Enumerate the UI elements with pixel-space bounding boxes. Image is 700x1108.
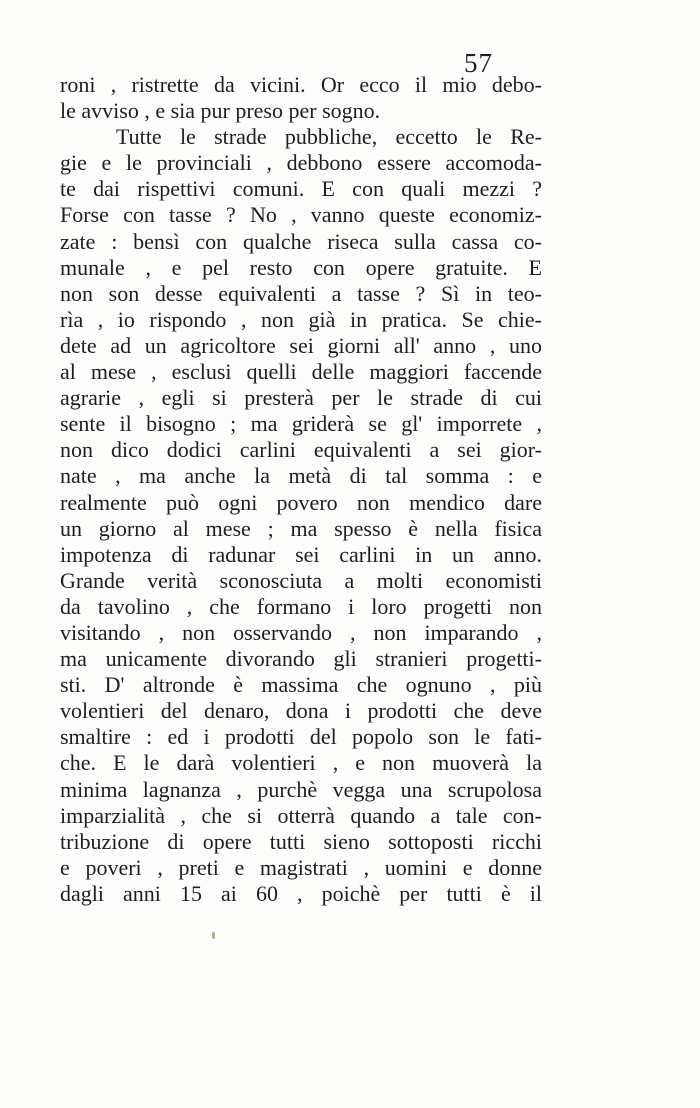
text-line: le avviso , e sia pur preso per sogno. [60, 98, 381, 124]
text-line: agrarie , egli si presterà per le strade di cui [60, 385, 542, 411]
text-line: smaltire : ed i prodotti del popolo son le fati- [60, 724, 542, 750]
text-line: minima lagnanza , purchè vegga una scrupolosa [60, 776, 542, 802]
text-line: nate , ma anche la metà di tal somma : e [60, 463, 542, 489]
text-line: zate : bensì con qualche riseca sulla cassa co- [60, 228, 542, 254]
page-number: 57 [464, 48, 493, 78]
text-line: te dai rispettivi comuni. E con quali mezzi ? [60, 176, 542, 202]
text-line: roni , ristrette da vicini. Or ecco il mio debo- [60, 72, 542, 97]
text-line: Forse con tasse ? No , vanno queste economiz- [60, 202, 542, 228]
text-line: non son desse equivalenti a tasse ? Sì in teo- [60, 280, 542, 306]
text-line: imparzialità , che si otterrà quando a tale con- [60, 802, 542, 828]
text-line: da tavolino , che formano i loro progetti non [60, 593, 542, 619]
text-line: gie e le provinciali , debbono essere accomoda- [60, 150, 542, 176]
text-line: e poveri , preti e magistrati , uomini e donne [60, 854, 542, 880]
text-line: sti. D' altronde è massima che ognuno , più [60, 672, 542, 698]
text-line: volentieri del denaro, dona i prodotti che deve [60, 698, 542, 724]
text-line: Grande verità sconosciuta a molti economisti [60, 567, 542, 593]
text-line: realmente può ogni povero non mendico dare [60, 489, 542, 515]
paragraph-start-line: Tutte le strade pubbliche, eccetto le Re- [116, 124, 542, 150]
text-line: munale , e pel resto con opere gratuite. E [60, 254, 542, 280]
text-line: che. E le darà volentieri , e non muoverà la [60, 750, 542, 776]
text-line: ma unicamente divorando gli stranieri progetti- [60, 646, 542, 672]
text-line: rìa , io rispondo , non già in pratica. Se chie- [60, 306, 542, 332]
paper-speck [212, 932, 215, 939]
text-line: tribuzione di opere tutti sieno sottoposti ricchi [60, 828, 542, 854]
text-line: dagli anni 15 ai 60 , poichè per tutti è il [60, 880, 542, 906]
text-line: al mese , esclusi quelli delle maggiori faccende [60, 359, 542, 385]
text-line: impotenza di radunar sei carlini in un anno. [60, 541, 542, 567]
text-line: un giorno al mese ; ma spesso è nella fisica [60, 515, 542, 541]
text-line: visitando , non osservando , non imparando , [60, 619, 542, 645]
text-line: dete ad un agricoltore sei giorni all' anno , uno [60, 332, 542, 358]
text-line: non dico dodici carlini equivalenti a sei gior- [60, 437, 542, 463]
body-text [60, 72, 542, 907]
text-line: sente il bisogno ; ma griderà se gl' imporrete , [60, 411, 542, 437]
